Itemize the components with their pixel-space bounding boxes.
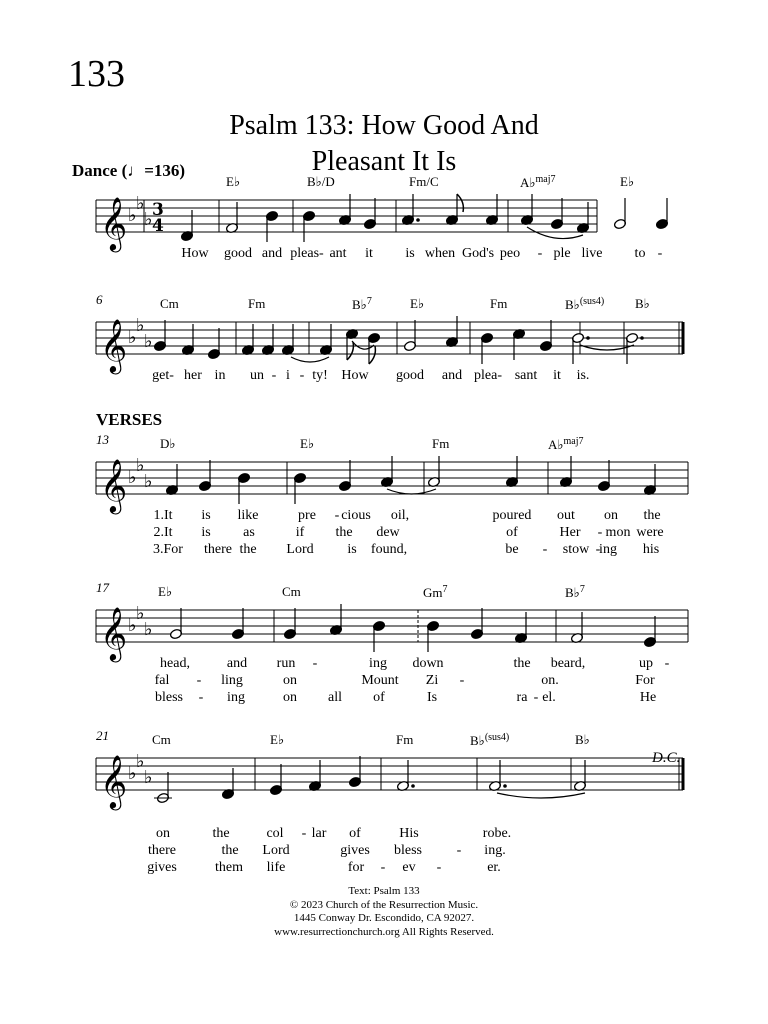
- chord-symbol: [635, 296, 650, 312]
- lyric-syllable: good: [224, 246, 252, 261]
- chord-symbol: [160, 296, 179, 312]
- note-dot: [416, 218, 420, 222]
- lyric-syllable: ing: [599, 542, 617, 557]
- lyric-syllable: it: [365, 246, 373, 261]
- chord-symbol: [620, 174, 634, 190]
- lyric-syllable: is: [201, 508, 211, 523]
- chord-root: E♭: [410, 296, 425, 311]
- chord-symbol: [158, 584, 172, 600]
- chord-symbol: [548, 436, 584, 453]
- lyric-syllable: -: [542, 542, 548, 557]
- key-flat: ♭: [136, 193, 145, 214]
- verses-label: VERSES: [96, 410, 163, 429]
- chord-symbol: [520, 174, 556, 191]
- lyric-syllable: -: [597, 525, 603, 540]
- lyric-syllable: pre: [298, 508, 316, 523]
- lyric-syllable: ant: [329, 246, 347, 261]
- chord-root: E♭: [270, 732, 285, 747]
- time-sig-top: 3: [152, 200, 164, 220]
- lyric-syllable: on.: [541, 673, 559, 688]
- note-dot: [411, 784, 415, 788]
- lyric-syllable: -: [299, 368, 305, 383]
- lyric-syllable: gives: [340, 843, 370, 858]
- lyric-syllable: He: [639, 690, 657, 705]
- lyric-syllable: Is: [426, 690, 438, 705]
- chord-root: Fm: [396, 732, 414, 747]
- chord-root: B♭: [565, 585, 580, 600]
- lyric-syllable: out: [557, 508, 575, 523]
- key-flat: ♭: [136, 315, 145, 336]
- chord-root: E♭: [226, 174, 241, 189]
- note-flag: [369, 346, 375, 364]
- lyric-syllable: for: [347, 860, 365, 875]
- lyric-syllable: er.: [487, 860, 501, 875]
- lyric-syllable: His: [399, 826, 419, 841]
- lyric-syllable: live: [581, 246, 603, 261]
- lyric-syllable: -: [533, 690, 539, 705]
- lyric-syllable: How: [341, 368, 369, 383]
- chord-root: B♭/D: [307, 174, 335, 189]
- measure-number: 21: [96, 728, 109, 743]
- lyric-syllable: there: [148, 843, 176, 858]
- lyric-syllable: of: [506, 525, 518, 540]
- key-flat: ♭: [128, 205, 137, 226]
- chord-symbol: [432, 436, 449, 452]
- lyric-syllable: col: [266, 826, 284, 841]
- lyric-syllable: beard,: [550, 656, 586, 671]
- lyric-syllable: -: [459, 673, 465, 688]
- lyric-syllable: ling: [221, 673, 243, 688]
- lyric-syllable: dew: [376, 525, 400, 540]
- chord-root: B♭: [635, 296, 650, 311]
- measure-number: 17: [96, 580, 109, 595]
- note-dot: [640, 336, 644, 340]
- lyric-syllable: -: [380, 860, 386, 875]
- lyric-syllable: is: [347, 542, 357, 557]
- lyric-syllable: -: [664, 656, 670, 671]
- lyric-syllable: -: [456, 843, 462, 858]
- lyric-syllable: cious: [341, 508, 371, 523]
- lyric-syllable: Lord: [262, 843, 290, 858]
- lyric-syllable: is: [201, 525, 211, 540]
- lyric-syllable: of: [373, 690, 385, 705]
- lyric-syllable: on: [604, 508, 618, 523]
- lyric-syllable: lar: [311, 826, 327, 841]
- lyric-syllable: stow: [562, 542, 590, 557]
- lyric-syllable: is: [405, 246, 415, 261]
- treble-clef: 𝄞: [100, 606, 128, 660]
- lyric-syllable: Zi: [425, 673, 439, 688]
- key-flat: ♭: [136, 603, 145, 624]
- lyric-syllable: -: [312, 656, 318, 671]
- slur: [387, 489, 436, 494]
- lyric-syllable: -: [301, 826, 307, 841]
- key-flat: ♭: [144, 767, 153, 788]
- lyric-syllable: sant: [514, 368, 538, 383]
- lyric-syllable: i: [286, 368, 290, 383]
- lyric-syllable: run: [276, 656, 296, 671]
- hymn-number: 133: [68, 53, 125, 95]
- note-flag: [347, 342, 353, 360]
- chord-symbol: [270, 732, 284, 748]
- chord-symbol: [396, 732, 413, 748]
- lyric-syllable: mon: [605, 525, 631, 540]
- lyric-syllable: head,: [160, 656, 190, 671]
- lyric-syllable: peo: [499, 246, 521, 261]
- chord-extension: (sus4): [484, 732, 510, 743]
- lyric-syllable: -: [595, 542, 601, 557]
- lyric-syllable: when: [424, 246, 456, 261]
- lyric-syllable: Lord: [286, 542, 314, 557]
- lyric-syllable: down: [412, 656, 444, 671]
- key-flat: ♭: [136, 455, 145, 476]
- key-flat: ♭: [144, 619, 153, 640]
- chord-root: A♭: [548, 437, 564, 452]
- dc-marking: D.C.: [652, 750, 681, 766]
- lyric-syllable: them: [215, 860, 243, 875]
- lyric-syllable: of: [349, 826, 361, 841]
- lyric-syllable: get-: [152, 368, 174, 383]
- lyric-syllable: ing.: [484, 843, 506, 858]
- chord-root: Cm: [160, 296, 179, 311]
- lyric-syllable: ing: [369, 656, 387, 671]
- treble-clef: 𝄞: [100, 754, 128, 808]
- lyric-syllable: ra: [516, 690, 528, 705]
- key-flat: ♭: [128, 763, 137, 784]
- chord-root: B♭: [352, 297, 367, 312]
- lyric-syllable: her: [184, 368, 202, 383]
- chord-symbol: [226, 174, 240, 190]
- chord-symbol: [152, 732, 171, 748]
- key-flat: ♭: [128, 327, 137, 348]
- key-flat: ♭: [128, 615, 137, 636]
- title-line-1: Psalm 133: How Good And: [229, 110, 539, 141]
- chord-extension: 7: [442, 584, 448, 595]
- lyric-syllable: the: [221, 843, 239, 858]
- copyright-footer: [0, 885, 768, 939]
- lyric-syllable: How: [181, 246, 209, 261]
- footer-copyright: © 2023 Church of the Resurrection Music.: [289, 898, 479, 911]
- lyric-syllable: life: [266, 860, 286, 875]
- treble-clef: 𝄞: [100, 458, 128, 512]
- lyric-syllable: on: [283, 673, 297, 688]
- chord-root: Fm: [248, 296, 266, 311]
- lyric-syllable: be: [505, 542, 519, 557]
- lyric-syllable: the: [513, 656, 531, 671]
- lyric-syllable: Her: [559, 525, 581, 540]
- lyric-syllable: good: [396, 368, 424, 383]
- lyric-syllable: robe.: [482, 826, 512, 841]
- lyric-syllable: pleas-: [290, 246, 324, 261]
- chord-root: Fm: [432, 436, 450, 451]
- lyric-syllable: 3.For: [153, 542, 183, 557]
- lyric-syllable: up: [639, 656, 653, 671]
- lyric-syllable: were: [636, 525, 664, 540]
- chord-root: A♭: [520, 175, 536, 190]
- lyric-syllable: el.: [542, 690, 556, 705]
- chord-symbol: [160, 436, 176, 452]
- chord-symbol: [282, 584, 301, 600]
- lyric-syllable: his: [642, 542, 660, 557]
- lyric-syllable: Mount: [361, 673, 399, 688]
- tempo-marking: Dance (♩=136): [72, 161, 186, 180]
- lyric-syllable: found,: [370, 542, 408, 557]
- lyric-syllable: the: [643, 508, 661, 523]
- chord-root: Gm: [423, 585, 443, 600]
- lyric-syllable: on: [156, 826, 170, 841]
- chord-root: D♭: [160, 436, 176, 451]
- key-flat: ♭: [136, 751, 145, 772]
- lyric-syllable: -: [436, 860, 442, 875]
- chord-root: B♭: [575, 732, 590, 747]
- lyric-syllable: God's: [461, 246, 495, 261]
- lyric-syllable: and: [441, 368, 463, 383]
- lyric-syllable: -: [657, 246, 663, 261]
- chord-symbol: [300, 436, 314, 452]
- title-line-2: Pleasant It Is: [311, 146, 457, 177]
- chord-extension: 7: [366, 296, 372, 307]
- lyric-syllable: 2.It: [153, 525, 173, 540]
- lyric-syllable: on: [283, 690, 297, 705]
- chord-extension: maj7: [563, 436, 584, 447]
- lyric-syllable: is.: [576, 368, 590, 383]
- chord-symbol: [490, 296, 507, 312]
- note-dot: [503, 784, 507, 788]
- treble-clef: 𝄞: [100, 196, 128, 250]
- chord-extension: (sus4): [579, 296, 605, 307]
- chord-symbol: [423, 584, 448, 601]
- key-flat: ♭: [128, 467, 137, 488]
- lyric-syllable: if: [295, 525, 305, 540]
- measure-number: 13: [96, 432, 109, 447]
- lyric-syllable: in: [214, 368, 226, 383]
- lyric-syllable: bless: [155, 690, 183, 705]
- lyric-syllable: all: [328, 690, 342, 705]
- lyric-syllable: bless: [394, 843, 422, 858]
- lyric-syllable: fal: [154, 673, 170, 688]
- measure-number: 6: [96, 292, 103, 307]
- slur: [497, 793, 585, 798]
- lyric-syllable: oil,: [390, 508, 410, 523]
- lyric-syllable: For: [635, 673, 655, 688]
- chord-symbol: [307, 174, 335, 190]
- chord-root: Cm: [152, 732, 171, 747]
- lyric-syllable: the: [335, 525, 353, 540]
- lyric-syllable: 1.It: [153, 508, 173, 523]
- lyric-syllable: ple: [553, 246, 571, 261]
- lyric-syllable: it: [553, 368, 561, 383]
- lyric-syllable: there: [204, 542, 232, 557]
- lyric-syllable: plea-: [474, 368, 502, 383]
- chord-symbol: [565, 296, 604, 313]
- note-dot: [586, 336, 590, 340]
- chord-root: B♭: [565, 297, 580, 312]
- lyric-syllable: and: [226, 656, 248, 671]
- chord-extension: maj7: [535, 174, 556, 185]
- chord-symbol: [410, 296, 424, 312]
- key-flat: ♭: [144, 331, 153, 352]
- lyric-syllable: ty!: [312, 368, 328, 383]
- lyric-syllable: ing: [227, 690, 245, 705]
- lyric-syllable: poured: [492, 508, 532, 523]
- chord-symbol: [352, 296, 372, 313]
- lyric-syllable: -: [196, 673, 202, 688]
- time-sig-bottom: 4: [152, 216, 164, 236]
- lyric-syllable: gives: [147, 860, 177, 875]
- lyric-syllable: -: [198, 690, 204, 705]
- key-flat: ♭: [144, 471, 153, 492]
- chord-symbol: [248, 296, 265, 312]
- chord-symbol: [575, 732, 590, 748]
- lyric-syllable: the: [239, 542, 257, 557]
- chord-root: Fm/C: [409, 174, 439, 189]
- lyric-syllable: like: [237, 508, 259, 523]
- lyric-syllable: ev: [402, 860, 416, 875]
- lyric-syllable: un: [250, 368, 264, 383]
- chord-extension: 7: [579, 584, 585, 595]
- lyric-syllable: -: [537, 246, 543, 261]
- footer-text-source: Text: Psalm 133: [348, 885, 420, 897]
- footer-website: www.resurrectionchurch.org All Rights Reserved.: [274, 925, 494, 938]
- chord-symbol: [409, 174, 439, 190]
- lyric-syllable: and: [261, 246, 283, 261]
- lyric-syllable: to: [634, 246, 646, 261]
- note-flag: [457, 194, 463, 212]
- chord-root: B♭: [470, 733, 485, 748]
- chord-root: E♭: [620, 174, 635, 189]
- chord-root: Fm: [490, 296, 508, 311]
- footer-address: 1445 Conway Dr. Escondido, CA 92027.: [293, 912, 475, 924]
- lyric-syllable: -: [334, 508, 340, 523]
- chord-symbol: [565, 584, 585, 601]
- chord-symbol: [470, 732, 509, 749]
- chord-root: E♭: [300, 436, 315, 451]
- key-flat: ♭: [144, 209, 153, 230]
- slur: [291, 357, 329, 362]
- chord-root: E♭: [158, 584, 173, 599]
- lyric-syllable: -: [271, 368, 277, 383]
- lyric-syllable: the: [212, 826, 230, 841]
- chord-root: Cm: [282, 584, 301, 599]
- treble-clef: 𝄞: [100, 318, 128, 372]
- lyric-syllable: as: [243, 525, 255, 540]
